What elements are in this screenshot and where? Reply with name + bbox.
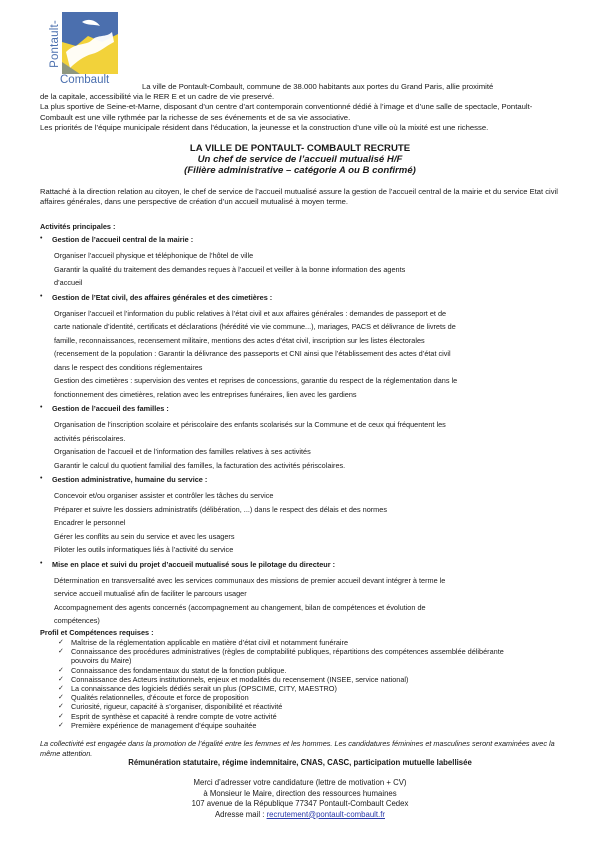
list-item: Organiser l’accueil et l’information du public relatives à l’état civil et aux affaires générales : demandes de passeport et de xyxy=(54,308,447,318)
list-item: Détermination en transversalité avec les services communaux des missions de premier accueil devant intégrer à terme le xyxy=(54,575,446,585)
list-item: activités périscolaires. xyxy=(54,433,126,443)
list-item: compétences) xyxy=(54,616,100,625)
checkmark-icon: ✓ xyxy=(58,666,64,674)
skills-list xyxy=(40,638,560,730)
intro-text xyxy=(40,82,560,133)
section-title: Gestion de l’accueil des familles : xyxy=(52,404,169,413)
logo-bottom-text: Combault xyxy=(60,74,110,86)
list-item: fonctionnement des cimetières, relation avec les entreprises funéraires, lien avec les gardiens xyxy=(54,389,357,399)
bullet-icon: • xyxy=(40,404,43,411)
activity-section xyxy=(40,560,560,628)
city-logo xyxy=(40,8,130,90)
profile-skills xyxy=(40,628,560,730)
activity-section xyxy=(40,235,560,290)
bullet-icon: • xyxy=(40,475,43,482)
headline-job-title: Un chef de service de l’accueil mutualisé H/F xyxy=(197,154,403,165)
list-item: ✓ Maîtrise de la réglementation applicable en matière d’état civil et notamment funéraire xyxy=(58,638,349,647)
section-title: Gestion administrative, humaine du service : xyxy=(52,475,208,484)
checkmark-icon: ✓ xyxy=(58,648,64,656)
list-item: Garantir le calcul du quotient familial des familles, la facturation des activités périscolaires. xyxy=(54,460,346,470)
list-item: (recensement de la population : Garantir la délivrance des passeports et CNI ainsi que l’établissement des actes d’état civil xyxy=(54,349,451,358)
email-link[interactable]: recrutement@pontault-combault.fr xyxy=(266,809,385,819)
intro-p1-first: La ville de Pontault-Combault, commune de 38.000 habitants aux portes du Grand Paris, allie proximité xyxy=(142,82,494,91)
bullet-icon: • xyxy=(40,235,43,242)
logo-vertical-text: Pontault- xyxy=(49,20,61,68)
list-item: ✓ Qualités relationnelles, d’écoute et force de proposition xyxy=(58,693,249,703)
list-item: Accompagnement des agents concernés (accompagnement au changement, bilan de compétences et évolution de xyxy=(54,602,426,612)
profile-title: Profil et Compétences requises : xyxy=(40,628,154,637)
list-item: service accueil mutualisé afin de faciliter le parcours usager xyxy=(54,589,247,598)
list-item: Garantir la qualité du traitement des demandes reçues à l’accueil et veiller à la bonne information des agents xyxy=(54,264,406,274)
contact-address: 107 avenue de la République 77347 Pontault-Combault Cedex xyxy=(191,799,409,808)
list-item: pouvoirs du Maire) xyxy=(71,656,132,666)
remuneration: Rémunération statutaire, régime indemnitaire, CNAS, CASC, participation mutuelle labellisée xyxy=(128,758,472,767)
list-item: ✓ Esprit de synthèse et capacité à rendre compte de votre activité xyxy=(58,711,277,721)
activities-title: Activités principales : xyxy=(40,222,116,231)
logo-emblem-icon xyxy=(62,12,118,74)
list-item: Gérer les conflits au sein du service et avec les usagers xyxy=(54,531,235,541)
list-item: ✓ Connaissance des procédures administratives (règles de comptabilité publiques, répartitions des compétences assemblée délibérante xyxy=(58,647,504,657)
checkmark-icon: ✓ xyxy=(58,675,64,683)
intro-p3: Les priorités de l’équipe municipale résident dans l’éducation, la jeunesse et la construction d’une ville où la mixité est une richesse. xyxy=(40,122,489,132)
list-item: dans le respect des conditions réglementaires xyxy=(54,362,203,372)
list-item: Piloter les outils informatiques liés à l’activité du service xyxy=(54,545,234,554)
list-item: famille, reconnaissances, recensement militaire, mentions des actes d’état civil, inscription sur les listes électorales xyxy=(54,335,425,345)
list-item: Organiser l’accueil physique et téléphonique de l’hôtel de ville xyxy=(54,251,254,260)
job-summary: Rattaché à la direction relation au citoyen, le chef de service de l’accueil mutualisé assure la gestion de l’accueil central de la mairie et du service Etat civil affaires générales, dans une perspective de création d’un accueil mutualisé à moyen terme. xyxy=(40,187,558,206)
bullet-icon: • xyxy=(40,559,43,567)
intro-p1-cont: de la capitale, accessibilité via le RER E et un cadre de vie preservé. xyxy=(40,92,275,102)
checkmark-icon: ✓ xyxy=(58,694,64,702)
list-item: d’accueil xyxy=(54,278,83,287)
headline xyxy=(40,143,560,176)
section-title: Gestion de l’Etat civil, des affaires générales et des cimetières : xyxy=(52,292,273,302)
list-item: Organisation de l’inscription scolaire et périscolaire des enfants scolarisés sur la Commune et de ceux qui fréquentent les xyxy=(54,420,446,429)
checkmark-icon: ✓ xyxy=(58,703,64,711)
list-item: ✓ La connaissance des logiciels dédiés serait un plus (OPSCIME, CITY, MAESTRO) xyxy=(58,684,337,694)
list-item: ✓ Connaissance des fondamentaux du statut de la fonction publique. xyxy=(58,665,287,675)
contact-mail-row xyxy=(40,810,560,821)
checkmark-icon: ✓ xyxy=(58,712,64,720)
contact-line: Merci d’adresser votre candidature (lettre de motivation + CV) xyxy=(193,778,407,787)
headline-title: LA VILLE DE PONTAULT- COMBAULT RECRUTE xyxy=(189,143,411,154)
bullet-icon: • xyxy=(40,292,43,300)
list-item: ✓ Connaissance des Acteurs institutionnels, enjeux et modalités du recensement (INSEE, service national) xyxy=(58,674,409,684)
equality-statement: La collectivité est engagée dans la promotion de l’égalité entre les femmes et les hommes. Les candidatures féminines et masculines seront examinées avec la même attention. xyxy=(40,739,555,758)
activity-section xyxy=(40,475,560,557)
list-item: carte nationale d’identité, certificats et déclarations (hérédité vie vie commune...), mariages, PACS et délivrance de livrets de xyxy=(54,322,456,331)
list-item: Préparer et suivre les dossiers administratifs (délibération, ...) dans le respect des délais et des normes xyxy=(54,504,387,514)
activity-section xyxy=(40,293,560,402)
checkmark-icon: ✓ xyxy=(58,721,64,729)
checkmark-icon: ✓ xyxy=(58,639,64,646)
intro-p2: La plus sportive de Seine-et-Marne, disposant d’un centre d’art contemporain conventionné dédié à l’image et d’une salle de spectacle, Pontault-Combault est une ville rythmée par la richesse de ses événements et de sa vie associative. xyxy=(40,102,533,122)
contact-block xyxy=(40,778,560,820)
activities xyxy=(40,222,560,628)
list-item: ✓ Curiosité, rigueur, capacité à s’organiser, disponibilité et réactivité xyxy=(58,702,283,712)
list-item: Encadrer le personnel xyxy=(54,518,126,527)
section-title: Mise en place et suivi du projet d’accueil mutualisé sous le pilotage du directeur : xyxy=(52,559,336,569)
list-item: Gestion des cimetières : supervision des ventes et reprises de concessions, garantie du respect de la réglementation dans le xyxy=(54,376,458,385)
activity-section xyxy=(40,404,560,472)
list-item: Concevoir et/ou organiser assister et contrôler les tâches du service xyxy=(54,491,274,500)
headline-category: (Filière administrative – catégorie A ou B confirmé) xyxy=(184,165,416,176)
section-title: Gestion de l’accueil central de la mairie : xyxy=(52,235,194,244)
contact-line: à Monsieur le Maire, direction des ressources humaines xyxy=(203,788,397,798)
list-item: Organisation de l’accueil et de l’information des familles relatives à ses activités xyxy=(54,447,311,456)
checkmark-icon: ✓ xyxy=(58,685,64,693)
mail-label: Adresse mail : xyxy=(214,809,267,819)
list-item: ✓ Première expérience de management d’équipe souhaitée xyxy=(58,720,257,730)
